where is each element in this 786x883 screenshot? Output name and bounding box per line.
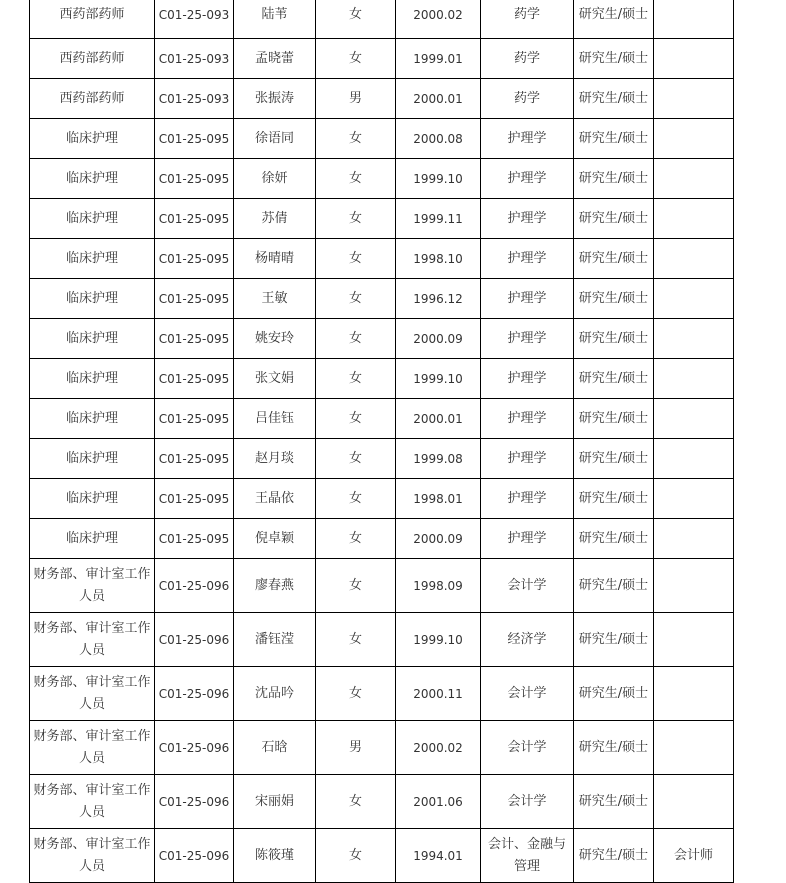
cell-professional-title — [654, 479, 734, 519]
cell-department: 临床护理 — [30, 319, 155, 359]
cell-degree: 研究生/硕士 — [574, 159, 654, 199]
cell-gender: 女 — [316, 829, 396, 883]
table-row — [30, 519, 734, 559]
cell-name: 徐语同 — [234, 119, 316, 159]
cell-professional-title — [654, 559, 734, 613]
cell-birth-date: 1999.10 — [396, 613, 481, 667]
cell-birth-date: 1999.08 — [396, 439, 481, 479]
cell-birth-date: 1999.10 — [396, 159, 481, 199]
table-row — [30, 79, 734, 119]
table-row — [30, 119, 734, 159]
cell-gender: 女 — [316, 199, 396, 239]
cell-department: 临床护理 — [30, 119, 155, 159]
cell-major: 护理学 — [481, 159, 574, 199]
cell-birth-date: 1999.10 — [396, 359, 481, 399]
cell-professional-title — [654, 39, 734, 79]
cell-name: 吕佳钰 — [234, 399, 316, 439]
cell-professional-title — [654, 199, 734, 239]
cell-professional-title — [654, 399, 734, 439]
table-row — [30, 399, 734, 439]
cell-gender: 女 — [316, 479, 396, 519]
cell-name: 王敏 — [234, 279, 316, 319]
cell-major: 经济学 — [481, 613, 574, 667]
cell-major: 会计学 — [481, 721, 574, 775]
cell-department: 财务部、审计室工作人员 — [30, 829, 155, 883]
cell-professional-title — [654, 119, 734, 159]
cell-name: 陈筱瑾 — [234, 829, 316, 883]
cell-department: 西药部药师 — [30, 79, 155, 119]
cell-position-code: C01-25-095 — [155, 279, 234, 319]
cell-birth-date: 2000.08 — [396, 119, 481, 159]
cell-degree: 研究生/硕士 — [574, 0, 654, 39]
cell-degree: 研究生/硕士 — [574, 829, 654, 883]
cell-degree: 研究生/硕士 — [574, 613, 654, 667]
cell-degree: 研究生/硕士 — [574, 199, 654, 239]
cell-gender: 女 — [316, 279, 396, 319]
cell-department: 西药部药师 — [30, 39, 155, 79]
cell-degree: 研究生/硕士 — [574, 79, 654, 119]
cell-gender: 女 — [316, 399, 396, 439]
cell-birth-date: 2000.02 — [396, 721, 481, 775]
cell-name: 张文娟 — [234, 359, 316, 399]
cell-major: 护理学 — [481, 479, 574, 519]
cell-position-code: C01-25-095 — [155, 399, 234, 439]
cell-gender: 女 — [316, 159, 396, 199]
table-row — [30, 667, 734, 721]
cell-degree: 研究生/硕士 — [574, 359, 654, 399]
cell-birth-date: 2000.01 — [396, 399, 481, 439]
table-row — [30, 279, 734, 319]
cell-professional-title — [654, 359, 734, 399]
cell-gender: 女 — [316, 559, 396, 613]
cell-department: 临床护理 — [30, 519, 155, 559]
cell-gender: 女 — [316, 439, 396, 479]
cell-major: 药学 — [481, 79, 574, 119]
cell-degree: 研究生/硕士 — [574, 439, 654, 479]
cell-position-code: C01-25-095 — [155, 199, 234, 239]
cell-name: 杨晴晴 — [234, 239, 316, 279]
cell-degree: 研究生/硕士 — [574, 721, 654, 775]
cell-position-code: C01-25-095 — [155, 319, 234, 359]
cell-major: 会计学 — [481, 775, 574, 829]
table-row — [30, 439, 734, 479]
cell-major: 护理学 — [481, 399, 574, 439]
table-body — [30, 0, 734, 883]
table-row — [30, 829, 734, 883]
cell-birth-date: 2001.06 — [396, 775, 481, 829]
cell-department: 临床护理 — [30, 479, 155, 519]
cell-birth-date: 1999.01 — [396, 39, 481, 79]
cell-name: 徐妍 — [234, 159, 316, 199]
cell-name: 宋丽娟 — [234, 775, 316, 829]
cell-gender: 女 — [316, 519, 396, 559]
table-row — [30, 159, 734, 199]
cell-degree: 研究生/硕士 — [574, 39, 654, 79]
cell-department: 财务部、审计室工作人员 — [30, 721, 155, 775]
cell-professional-title — [654, 79, 734, 119]
cell-major: 药学 — [481, 0, 574, 39]
cell-department: 临床护理 — [30, 239, 155, 279]
cell-name: 潘钰滢 — [234, 613, 316, 667]
table-row — [30, 721, 734, 775]
cell-degree: 研究生/硕士 — [574, 775, 654, 829]
cell-birth-date: 2000.09 — [396, 519, 481, 559]
cell-major: 会计学 — [481, 667, 574, 721]
candidate-table-container — [29, 0, 734, 883]
table-row — [30, 613, 734, 667]
cell-department: 临床护理 — [30, 439, 155, 479]
cell-position-code: C01-25-095 — [155, 519, 234, 559]
cell-gender: 女 — [316, 359, 396, 399]
cell-birth-date: 1998.09 — [396, 559, 481, 613]
cell-gender: 女 — [316, 119, 396, 159]
cell-name: 赵月琰 — [234, 439, 316, 479]
cell-degree: 研究生/硕士 — [574, 667, 654, 721]
cell-birth-date: 2000.11 — [396, 667, 481, 721]
cell-gender: 女 — [316, 667, 396, 721]
cell-position-code: C01-25-095 — [155, 439, 234, 479]
cell-birth-date: 1998.01 — [396, 479, 481, 519]
cell-gender: 男 — [316, 721, 396, 775]
cell-birth-date: 2000.09 — [396, 319, 481, 359]
cell-birth-date: 1996.12 — [396, 279, 481, 319]
cell-position-code: C01-25-093 — [155, 0, 234, 39]
cell-position-code: C01-25-096 — [155, 829, 234, 883]
cell-name: 姚安玲 — [234, 319, 316, 359]
cell-department: 财务部、审计室工作人员 — [30, 667, 155, 721]
table-row — [30, 775, 734, 829]
cell-gender: 女 — [316, 0, 396, 39]
cell-name: 廖春燕 — [234, 559, 316, 613]
cell-position-code: C01-25-096 — [155, 721, 234, 775]
cell-birth-date: 2000.01 — [396, 79, 481, 119]
cell-degree: 研究生/硕士 — [574, 479, 654, 519]
cell-degree: 研究生/硕士 — [574, 399, 654, 439]
cell-position-code: C01-25-096 — [155, 775, 234, 829]
cell-position-code: C01-25-093 — [155, 39, 234, 79]
cell-degree: 研究生/硕士 — [574, 559, 654, 613]
cell-department: 西药部药师 — [30, 0, 155, 39]
cell-department: 临床护理 — [30, 359, 155, 399]
table-row — [30, 479, 734, 519]
cell-degree: 研究生/硕士 — [574, 319, 654, 359]
cell-department: 财务部、审计室工作人员 — [30, 613, 155, 667]
cell-birth-date: 1994.01 — [396, 829, 481, 883]
cell-name: 王晶依 — [234, 479, 316, 519]
cell-name: 陆苇 — [234, 0, 316, 39]
cell-department: 临床护理 — [30, 199, 155, 239]
cell-major: 护理学 — [481, 199, 574, 239]
cell-position-code: C01-25-095 — [155, 479, 234, 519]
cell-gender: 女 — [316, 39, 396, 79]
cell-professional-title — [654, 667, 734, 721]
cell-name: 张振涛 — [234, 79, 316, 119]
cell-birth-date: 1998.10 — [396, 239, 481, 279]
table-row — [30, 559, 734, 613]
cell-name: 石晗 — [234, 721, 316, 775]
cell-position-code: C01-25-095 — [155, 359, 234, 399]
cell-professional-title — [654, 279, 734, 319]
cell-degree: 研究生/硕士 — [574, 519, 654, 559]
cell-major: 护理学 — [481, 319, 574, 359]
cell-name: 沈品吟 — [234, 667, 316, 721]
table-row — [30, 0, 734, 39]
cell-gender: 女 — [316, 775, 396, 829]
cell-professional-title — [654, 0, 734, 39]
cell-department: 财务部、审计室工作人员 — [30, 559, 155, 613]
cell-name: 倪卓颖 — [234, 519, 316, 559]
cell-professional-title — [654, 159, 734, 199]
cell-gender: 女 — [316, 239, 396, 279]
table-row — [30, 239, 734, 279]
cell-professional-title — [654, 775, 734, 829]
cell-department: 临床护理 — [30, 159, 155, 199]
cell-position-code: C01-25-096 — [155, 667, 234, 721]
cell-gender: 女 — [316, 613, 396, 667]
cell-professional-title — [654, 319, 734, 359]
cell-major: 会计学 — [481, 559, 574, 613]
cell-birth-date: 2000.02 — [396, 0, 481, 39]
cell-major: 护理学 — [481, 279, 574, 319]
cell-position-code: C01-25-093 — [155, 79, 234, 119]
cell-professional-title — [654, 439, 734, 479]
cell-major: 护理学 — [481, 519, 574, 559]
cell-professional-title — [654, 613, 734, 667]
cell-degree: 研究生/硕士 — [574, 239, 654, 279]
cell-name: 苏倩 — [234, 199, 316, 239]
candidate-table — [29, 0, 734, 883]
cell-major: 护理学 — [481, 359, 574, 399]
cell-major: 护理学 — [481, 439, 574, 479]
cell-position-code: C01-25-095 — [155, 159, 234, 199]
cell-major: 护理学 — [481, 119, 574, 159]
cell-department: 财务部、审计室工作人员 — [30, 775, 155, 829]
cell-birth-date: 1999.11 — [396, 199, 481, 239]
table-row — [30, 199, 734, 239]
cell-position-code: C01-25-095 — [155, 119, 234, 159]
cell-degree: 研究生/硕士 — [574, 119, 654, 159]
cell-department: 临床护理 — [30, 279, 155, 319]
cell-name: 孟晓蕾 — [234, 39, 316, 79]
cell-department: 临床护理 — [30, 399, 155, 439]
cell-degree: 研究生/硕士 — [574, 279, 654, 319]
table-row — [30, 39, 734, 79]
cell-major: 会计、金融与管理 — [481, 829, 574, 883]
cell-professional-title — [654, 239, 734, 279]
cell-professional-title — [654, 519, 734, 559]
cell-major: 护理学 — [481, 239, 574, 279]
cell-gender: 男 — [316, 79, 396, 119]
cell-professional-title — [654, 721, 734, 775]
cell-position-code: C01-25-096 — [155, 613, 234, 667]
cell-position-code: C01-25-095 — [155, 239, 234, 279]
table-row — [30, 359, 734, 399]
cell-major: 药学 — [481, 39, 574, 79]
cell-gender: 女 — [316, 319, 396, 359]
table-row — [30, 319, 734, 359]
cell-professional-title: 会计师 — [654, 829, 734, 883]
cell-position-code: C01-25-096 — [155, 559, 234, 613]
